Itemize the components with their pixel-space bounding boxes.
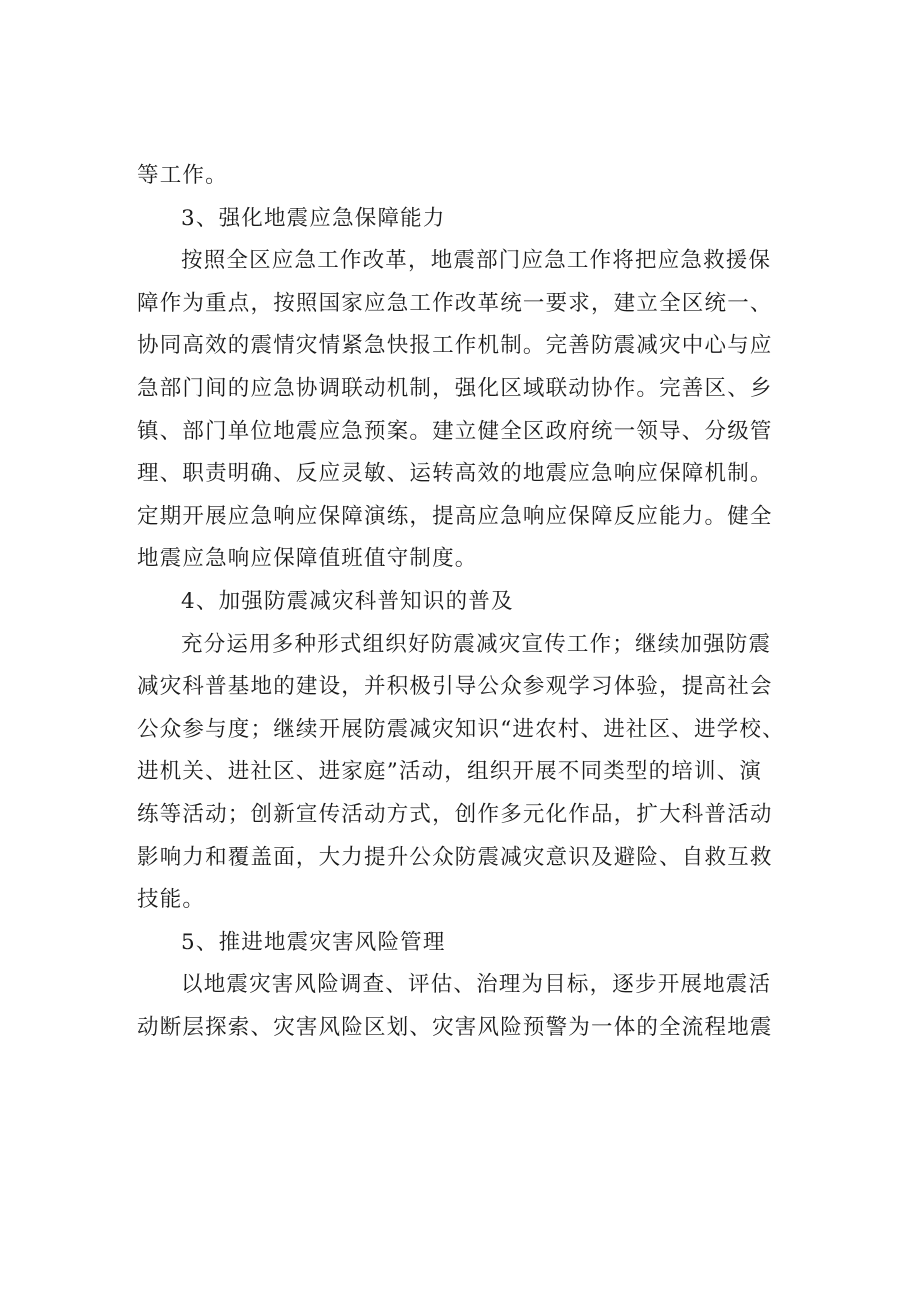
text-line: 按照全区应急工作改革，地震部门应急工作将把应急救援保 <box>181 248 772 274</box>
section-heading-4: 4、加强防震减灾科普知识的普及 <box>181 588 514 614</box>
text-line: 障作为重点，按照国家应急工作改革统一要求，建立全区统一、 <box>137 290 773 316</box>
text-line: 技能。 <box>137 887 206 913</box>
text-line: 公众参与度；继续开展防震减灾知识“进农村、进社区、进学校、 <box>137 716 785 742</box>
text-line: 进机关、进社区、进家庭”活动，组织开展不同类型的培训、演 <box>137 759 763 785</box>
text-line: 减灾科普基地的建设，并积极引导公众参观学习体验，提高社会 <box>137 674 773 700</box>
text-line: 练等活动；创新宣传活动方式，创作多元化作品，扩大科普活动 <box>137 801 773 827</box>
text-line: 定期开展应急响应保障演练，提高应急响应保障反应能力。健全 <box>137 503 773 529</box>
text-line: 急部门间的应急协调联动机制，强化区域联动协作。完善区、乡 <box>137 375 773 401</box>
text-line: 地震应急响应保障值班值守制度。 <box>137 546 478 572</box>
section-heading-5: 5、推进地震灾害风险管理 <box>181 929 446 955</box>
text-line: 协同高效的震情灾情紧急快报工作机制。完善防震减灾中心与应 <box>137 333 773 359</box>
text-line: 等工作。 <box>137 163 228 188</box>
section-heading-3: 3、强化地震应急保障能力 <box>181 205 446 231</box>
text-line: 镇、部门单位地震应急预案。建立健全区政府统一领导、分级管 <box>137 418 773 444</box>
text-line: 以地震灾害风险调查、评估、治理为目标，逐步开展地震活 <box>181 972 772 998</box>
document-page <box>137 155 797 1049</box>
text-line: 充分运用多种形式组织好防震减灾宣传工作；继续加强防震 <box>181 631 772 657</box>
text-line: 动断层探索、灾害风险区划、灾害风险预警为一体的全流程地震 <box>137 1014 773 1040</box>
text-line: 影响力和覆盖面，大力提升公众防震减灾意识及避险、自救互救 <box>137 844 773 870</box>
text-line: 理、职责明确、反应灵敏、运转高效的地震应急响应保障机制。 <box>137 461 773 487</box>
